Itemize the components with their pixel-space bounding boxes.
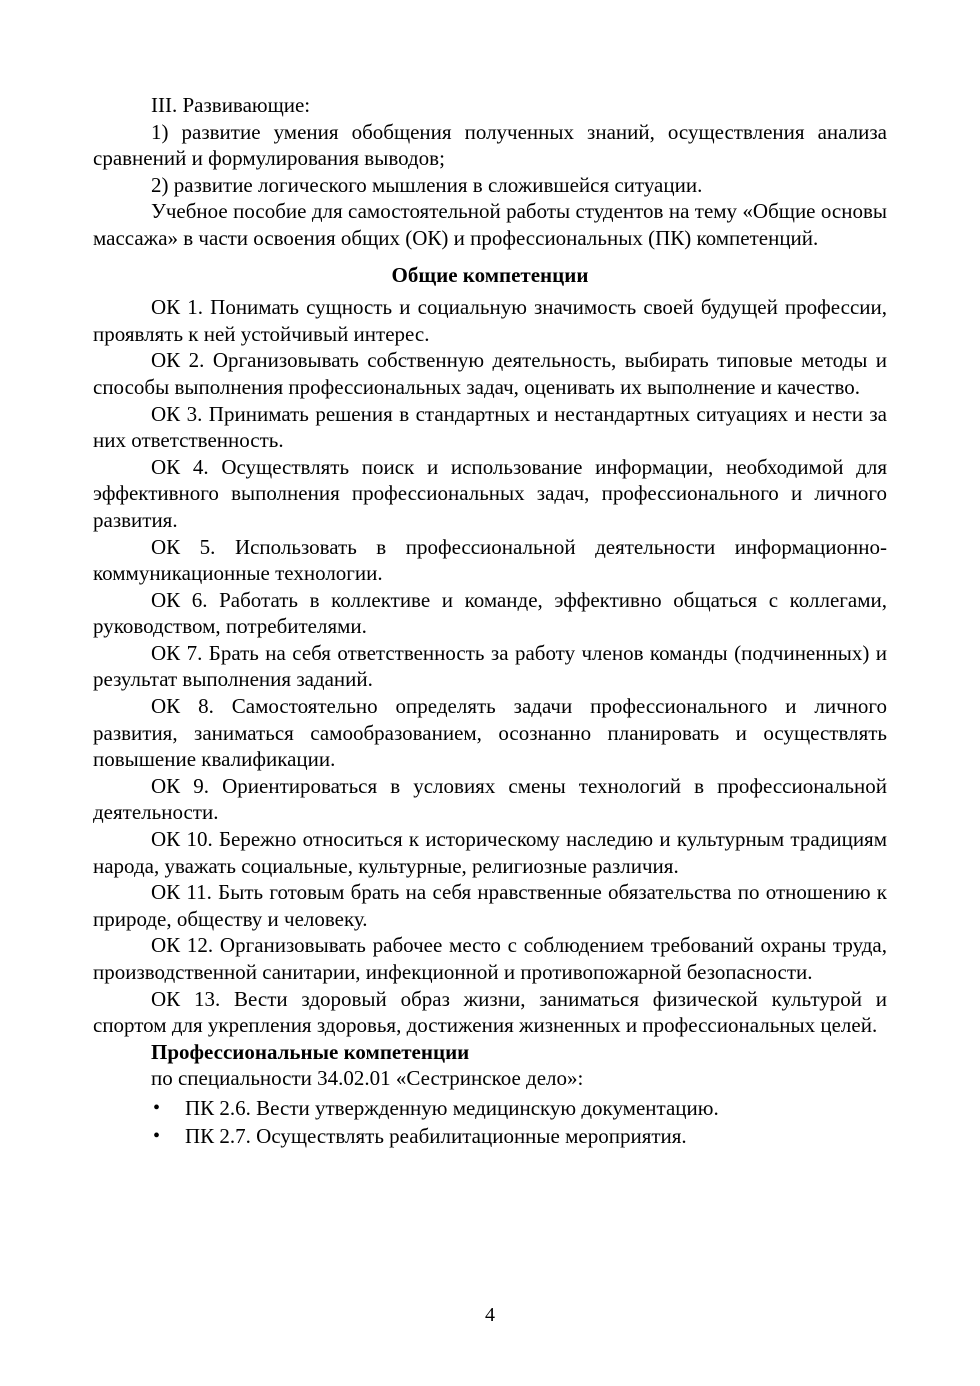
competency-ok-7: ОК 7. Брать на себя ответственность за работу членов команды (подчиненных) и результат выполнения заданий. <box>93 640 887 692</box>
bullet-icon: • <box>153 1124 161 1147</box>
general-competencies-heading: Общие компетенции <box>391 262 589 287</box>
list-item <box>93 1122 887 1150</box>
intro-item-1: 1) развитие умения обобщения полученных знаний, осуществления анализа сравнений и формулирования выводов; <box>93 119 887 171</box>
professional-competencies-subtitle: по специальности 34.02.01 «Сестринское дело»: <box>151 1066 584 1091</box>
competency-ok-9: ОК 9. Ориентироваться в условиях смены технологий в профессиональной деятельности. <box>93 773 887 825</box>
list-item <box>93 1094 887 1122</box>
competency-ok-12: ОК 12. Организовывать рабочее место с соблюдением требований охраны труда, производственной санитарии, инфекционной и противопожарной безопасности. <box>93 933 887 984</box>
competency-ok-13: ОК 13. Вести здоровый образ жизни, заниматься физической культурой и спортом для укрепления здоровья, достижения жизненных и профессиональных целей. <box>93 986 887 1038</box>
competency-ok-2: ОК 2. Организовывать собственную деятельность, выбирать типовые методы и способы выполнения профессиональных задач, оценивать их выполнение и качество. <box>93 348 887 399</box>
professional-competencies-list <box>93 1094 887 1150</box>
competency-ok-6: ОК 6. Работать в коллективе и команде, эффективно общаться с коллегами, руководством, потребителями. <box>93 587 887 639</box>
intro-item-2: 2) развитие логического мышления в сложившейся ситуации. <box>151 172 703 197</box>
intro-paragraph: Учебное пособие для самостоятельной работы студентов на тему «Общие основы массажа» в части освоения общих (ОК) и профессиональных (ПК) компетенций. <box>93 199 887 250</box>
professional-competencies-heading: Профессиональные компетенции <box>151 1039 470 1064</box>
document-page <box>93 92 887 1150</box>
competency-ok-5: ОК 5. Использовать в профессиональной деятельности информационно-коммуникационные технологии. <box>93 534 887 586</box>
competency-ok-11: ОК 11. Быть готовым брать на себя нравственные обязательства по отношению к природе, обществу и человеку. <box>93 880 887 931</box>
competency-pk-2-7: ПК 2.7. Осуществлять реабилитационные мероприятия. <box>185 1123 687 1148</box>
competency-ok-1: ОК 1. Понимать сущность и социальную значимость своей будущей профессии, проявлять к ней устойчивый интерес. <box>93 295 887 346</box>
competency-ok-8: ОК 8. Самостоятельно определять задачи профессионального и личного развития, заниматься самообразованием, осознанно планировать и осуществлять повышение квалификации. <box>93 694 887 772</box>
page-number: 4 <box>485 1304 495 1326</box>
competency-pk-2-6: ПК 2.6. Вести утвержденную медицинскую документацию. <box>185 1095 719 1120</box>
competency-ok-4: ОК 4. Осуществлять поиск и использование информации, необходимой для эффективного выполнения профессиональных задач, профессионального и личного развития. <box>93 454 887 532</box>
section-title: III. Развивающие: <box>151 93 311 117</box>
competency-ok-3: ОК 3. Принимать решения в стандартных и нестандартных ситуациях и нести за них ответственность. <box>93 401 887 453</box>
bullet-icon: • <box>153 1096 161 1119</box>
competency-ok-10: ОК 10. Бережно относиться к историческому наследию и культурным традициям народа, уважать социальные, культурные, религиозные различия. <box>93 827 887 878</box>
